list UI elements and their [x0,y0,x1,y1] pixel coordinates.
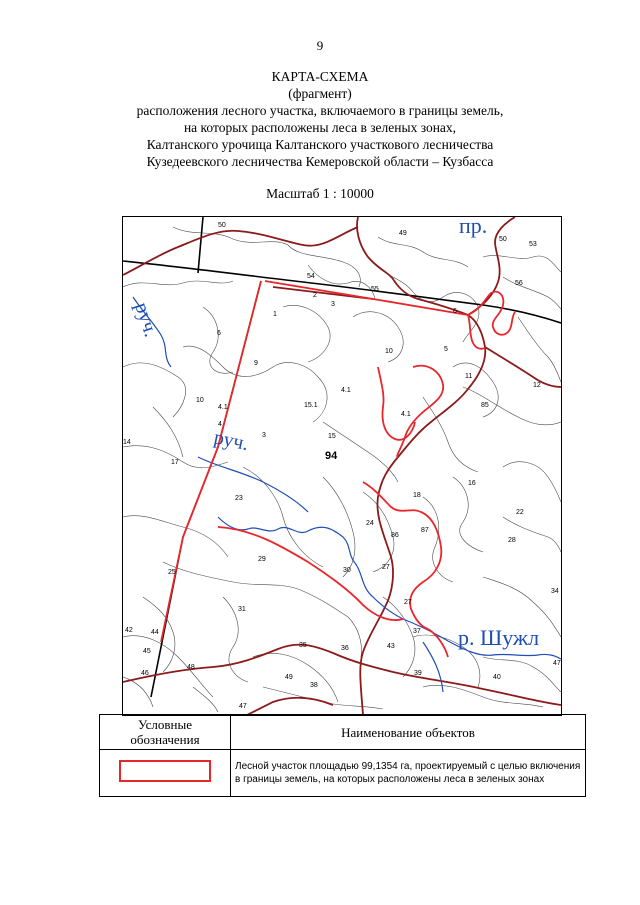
map-frame [122,216,562,716]
plot-number: 94 [325,450,338,462]
legend-symbol-cell [100,750,231,797]
map-label: 55 [371,286,379,293]
map-label: 47 [239,703,247,710]
map-label: 4.1 [401,411,411,418]
map-label: 54 [307,273,315,280]
map-scale: Масштаб 1 : 10000 [266,186,374,201]
map-label: 48 [187,664,195,671]
map-label: 22 [516,509,524,516]
title-line-5: Калтанского урочища Калтанского участкового лесничества [146,137,494,152]
map-label: 4.1 [341,387,351,394]
map-label: 28 [508,537,516,544]
legend-header-symbol: Условные обозначения [100,715,231,750]
map-label: 34 [551,588,559,595]
map-label: 85 [481,402,489,409]
map-label: 5 [444,346,448,353]
legend-description: Лесной участок площадью 99,1354 га, проектируемый с целью включения в границы земель, на которых расположены леса в зеленых зонах [231,750,586,797]
map-label: 18 [413,492,421,499]
map-label: 47 [553,660,561,667]
map-label: 49 [285,674,293,681]
map-label: 24 [366,520,374,527]
map-label: 6 [217,330,221,337]
map-label: 6 [453,308,457,315]
map-label: 45 [143,648,151,655]
legend-header-name: Наименование объектов [231,715,586,750]
legend-header-row [100,715,586,750]
river-label: р. Шужл [458,625,540,650]
map-label: 2 [313,292,317,299]
map-label: 31 [238,606,246,613]
map-label: 42 [125,627,133,634]
legend-row [100,750,586,797]
map-label: 87 [421,527,429,534]
plot-boundary-symbol [119,760,211,782]
map-label: 27 [382,564,390,571]
map-label: 56 [515,280,523,287]
title-line-6: Кузедеевского лесничества Кемеровской области – Кузбасса [146,154,494,169]
map-label: 39 [414,670,422,677]
map-label: 16 [468,480,476,487]
map-label: 86 [391,532,399,539]
page-number: 9 [316,38,324,53]
map-label: 43 [387,643,395,650]
map-label: 38 [310,682,318,689]
map-label: 35 [299,642,307,649]
map-label: 27 [404,599,412,606]
stream-label-1: руч. [130,299,162,340]
map-label: 12 [533,382,541,389]
map-label: 3 [331,301,335,308]
map-label: 40 [493,674,501,681]
map-label: 4 [218,421,222,428]
title-block [0,68,640,170]
map-label: 14 [123,439,131,446]
map-label: 11 [465,373,473,380]
map-label: 37 [413,628,421,635]
map-label: 10 [196,397,204,404]
map-label: 29 [258,556,266,563]
map-label: 10 [385,348,393,355]
map-label: 49 [399,230,407,237]
map-label: 9 [254,360,258,367]
water-label-top-right: пр. [459,217,488,238]
title-line-3: расположения лесного участка, включаемого в границы земель, [136,103,504,118]
title-line-1: КАРТА-СХЕМА [271,69,369,84]
map-label: 36 [341,645,349,652]
map-label: 1 [273,311,277,318]
map-label: 17 [171,459,179,466]
map-label: 25 [168,569,176,576]
map-label: 30 [343,567,351,574]
map-label: 3 [262,432,266,439]
map-svg [123,217,561,715]
map-label: 50 [218,222,226,229]
map-label: 15.1 [304,402,318,409]
title-line-4: на которых расположены леса в зеленых зонах, [183,120,457,135]
map-label: 50 [499,236,507,243]
map-label: 46 [141,670,149,677]
map-label: 44 [151,629,159,636]
plot-boundary [161,281,515,657]
title-line-2: (фрагмент) [288,86,352,101]
legend-table [99,714,586,797]
stream-label-2: руч. [211,426,251,456]
map-label: 53 [529,241,537,248]
map-label: 15 [328,433,336,440]
map-label: 4.1 [218,404,228,411]
map-label: 23 [235,495,243,502]
